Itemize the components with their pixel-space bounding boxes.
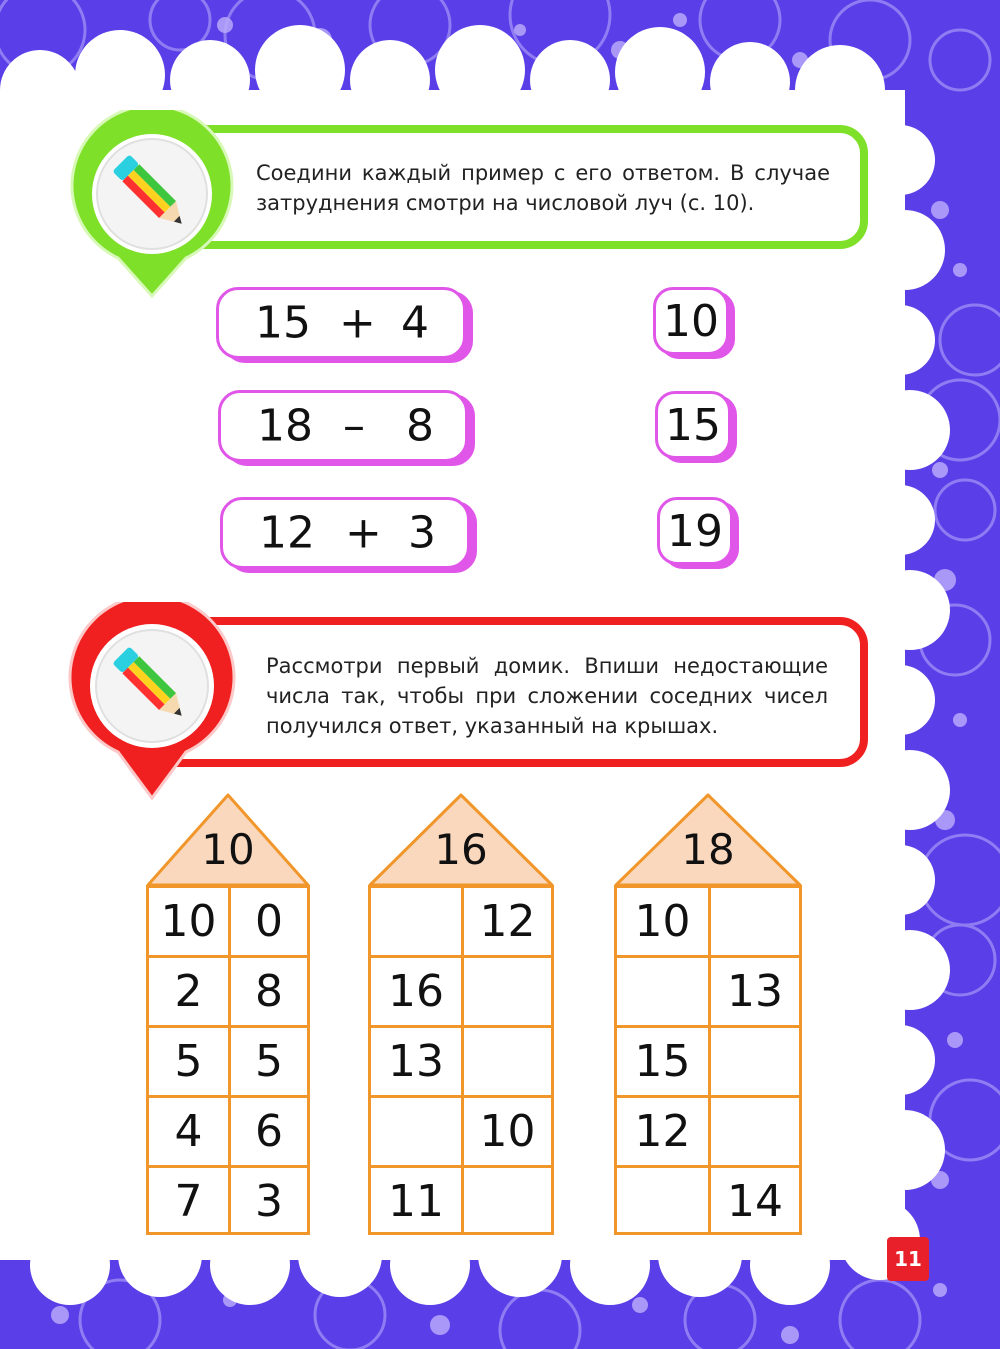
house-3-grid: [614, 885, 802, 1235]
task2-badge: [68, 602, 236, 802]
house-3-cell-r1-c2[interactable]: [711, 888, 799, 955]
example-1-op: +: [339, 297, 376, 349]
house-1-cell-r1-c2: 0: [255, 896, 283, 947]
house-2-roof-number: 16: [434, 825, 488, 874]
house-2-grid: [368, 885, 554, 1235]
task1-badge: [68, 110, 236, 300]
house-3: [614, 793, 802, 1235]
task1-line1: Соедини каждый пример с его ответом. В случае: [256, 161, 830, 185]
house-3-cell-r5-c1[interactable]: [617, 1168, 708, 1235]
task1-line2: затруднения смотри на числовой луч (с. 10).: [256, 191, 755, 215]
house-2-cell-r4-c1[interactable]: [371, 1098, 461, 1165]
example-3-b: 3: [408, 507, 436, 559]
task2-line1: Рассмотри первый домик. Впиши недостающие: [266, 654, 828, 678]
house-2-cell-r3-c2[interactable]: [464, 1028, 551, 1095]
task2-line3: получился ответ, указанный на крышах.: [266, 714, 719, 738]
example-2[interactable]: [218, 390, 468, 462]
house-2-cell-r1-c1[interactable]: [371, 888, 461, 955]
house-2-cell-r5-c2[interactable]: [464, 1168, 551, 1235]
house-1-roof-number: 10: [201, 825, 255, 874]
answer-2[interactable]: 15: [655, 391, 731, 459]
house-1-cell-r3-c2: 5: [255, 1036, 283, 1087]
house-1-cell-r4-c1: 4: [174, 1106, 203, 1157]
house-1: [146, 793, 310, 1235]
house-2-cell-r1-c2: 12: [479, 896, 536, 947]
house-1-cell-r5-c2: 3: [255, 1176, 283, 1227]
example-3[interactable]: [220, 497, 470, 569]
example-1-a: 15: [255, 297, 311, 349]
house-2-cell-r2-c2[interactable]: [464, 958, 551, 1025]
house-1-cell-r2-c1: 2: [174, 966, 203, 1017]
house-1-grid: [146, 885, 310, 1235]
house-3-cell-r2-c1[interactable]: [617, 958, 708, 1025]
house-1-cell-r5-c1: 7: [174, 1176, 203, 1227]
task2-instruction: [266, 651, 828, 741]
house-2-cell-r3-c1: 13: [388, 1036, 444, 1087]
house-3-cell-r1-c1: 10: [634, 896, 691, 947]
house-2-cell-r2-c1: 16: [388, 966, 444, 1017]
house-3-cell-r3-c2[interactable]: [711, 1028, 799, 1095]
house-2-cell-r4-c2: 10: [479, 1106, 536, 1157]
task2-line2: числа так, чтобы при сложении соседних чисел: [266, 684, 828, 708]
example-2-b: 8: [406, 400, 434, 452]
house-3-roof-number: 18: [681, 825, 735, 874]
house-1-cell-r1-c1: 10: [160, 896, 217, 947]
example-1-b: 4: [401, 297, 429, 349]
example-3-op: +: [345, 507, 382, 559]
house-1-cell-r4-c2: 6: [255, 1106, 283, 1157]
house-2: [368, 793, 554, 1235]
house-3-cell-r4-c1: 12: [634, 1106, 691, 1157]
answer-3[interactable]: 19: [657, 497, 733, 565]
house-3-cell-r2-c2: 13: [727, 966, 783, 1017]
page-number: 11: [887, 1237, 929, 1281]
example-1[interactable]: [216, 287, 466, 359]
example-3-a: 12: [259, 507, 315, 559]
house-3-cell-r4-c2[interactable]: [711, 1098, 799, 1165]
task1-instruction: [256, 158, 830, 218]
house-1-cell-r3-c1: 5: [174, 1036, 203, 1087]
example-2-a: 18: [257, 400, 313, 452]
house-1-cell-r2-c2: 8: [255, 966, 283, 1017]
house-3-cell-r5-c2: 14: [727, 1176, 783, 1227]
house-3-cell-r3-c1: 15: [634, 1036, 691, 1087]
answer-1[interactable]: 10: [653, 287, 729, 355]
example-2-op: –: [343, 400, 365, 452]
house-2-cell-r5-c1: 11: [388, 1176, 444, 1227]
